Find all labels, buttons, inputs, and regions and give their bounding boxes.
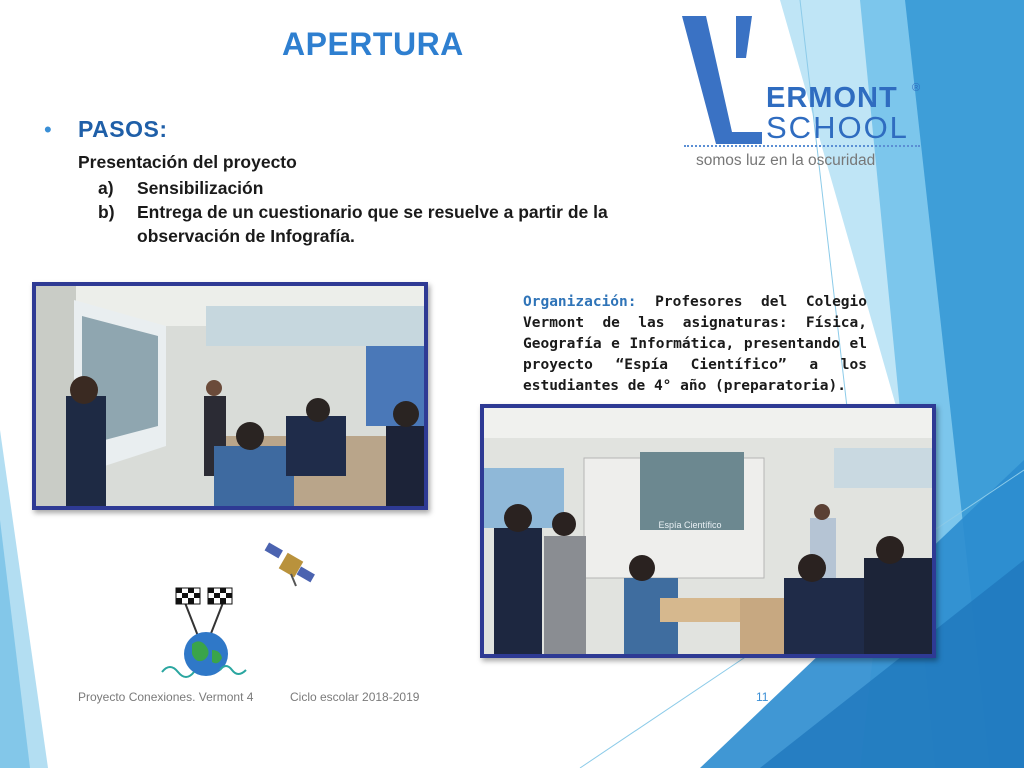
footer-project: Proyecto Conexiones. Vermont 4 bbox=[78, 690, 254, 704]
classroom-photo-2 bbox=[480, 404, 936, 658]
registered-mark: ® bbox=[912, 82, 921, 94]
logo-ermont: ERMONT bbox=[766, 82, 898, 114]
classroom-photo-1-image bbox=[36, 286, 424, 506]
bullet-pasos bbox=[44, 116, 167, 143]
classroom-photo-1 bbox=[32, 282, 428, 510]
logo-school: SCHOOL bbox=[766, 110, 909, 145]
step-text: Sensibilización bbox=[137, 178, 264, 198]
organization-text bbox=[523, 292, 867, 397]
logo-divider bbox=[684, 145, 920, 147]
steps-list bbox=[78, 176, 658, 248]
slide-title: APERTURA bbox=[282, 26, 464, 62]
vermont-school-logo bbox=[676, 14, 926, 174]
projected-slide-text: Espía Científico bbox=[658, 520, 722, 530]
step-text: Entrega de un cuestionario que se resuelve a partir de la observación de Infografía. bbox=[137, 202, 608, 246]
footer-cycle: Ciclo escolar 2018-2019 bbox=[290, 690, 420, 704]
steps-intro: Presentación del proyecto bbox=[78, 152, 297, 172]
organization-label: Organización: bbox=[523, 294, 637, 310]
organization-body: Profesores del Colegio Vermont de las asignaturas: Física, Geografía e Informática, presentando el proyecto “Espía Científico” a los estudiantes de 4° año (preparatoria). bbox=[523, 294, 867, 394]
satellite-icon bbox=[260, 540, 320, 592]
globe-flags-icon bbox=[158, 580, 250, 680]
list-item bbox=[78, 176, 658, 200]
step-marker: a) bbox=[98, 178, 114, 198]
steps-block bbox=[78, 152, 658, 248]
classroom-photo-2-image bbox=[484, 408, 932, 654]
list-item bbox=[78, 200, 658, 248]
logo-tagline: somos luz en la oscuridad bbox=[696, 152, 876, 169]
bullet-heading: PASOS: bbox=[78, 116, 168, 142]
slide-number: 11 bbox=[756, 690, 769, 704]
bullet-icon: • bbox=[44, 116, 52, 142]
step-marker: b) bbox=[98, 202, 115, 222]
